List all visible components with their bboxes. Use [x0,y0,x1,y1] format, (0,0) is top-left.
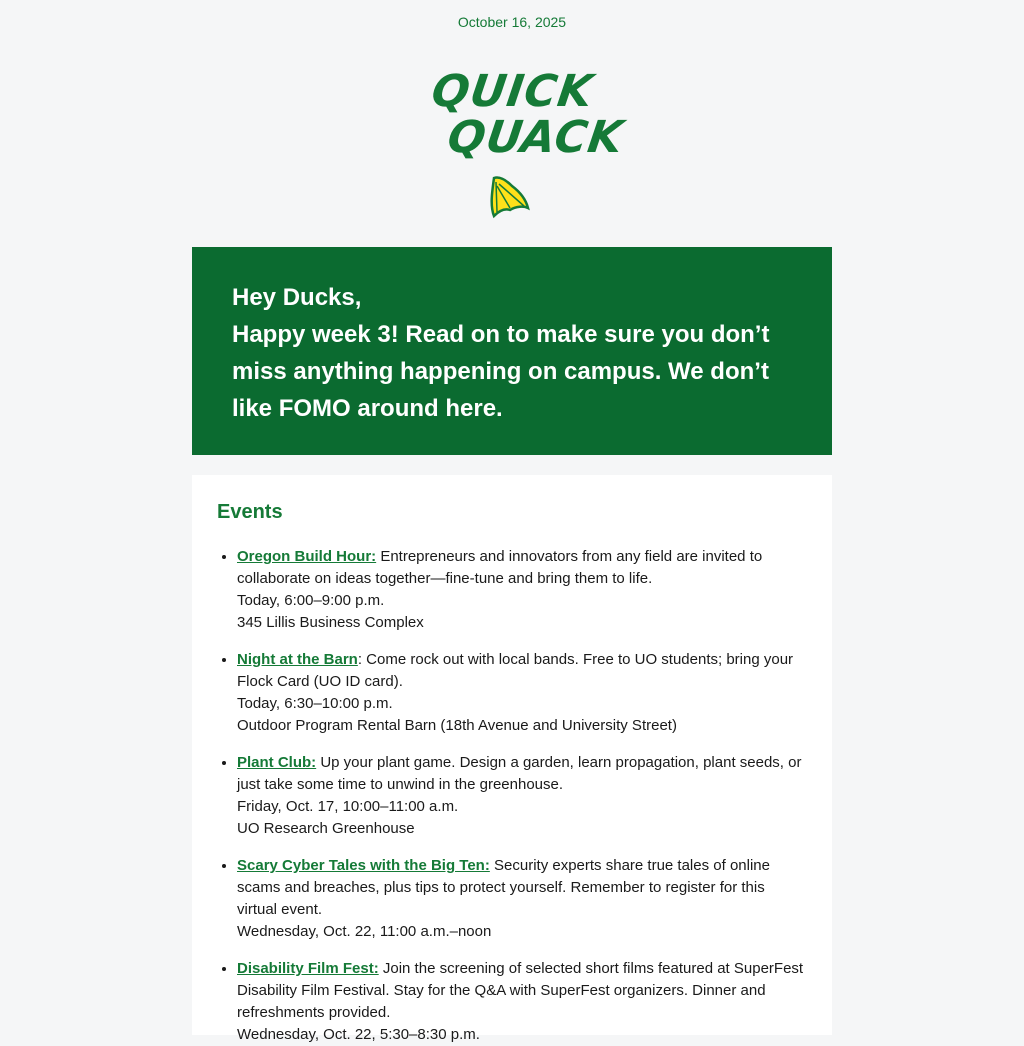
event-location: UO Research Greenhouse [237,820,415,837]
event-description: : Come rock out with local bands. Free to UO students; bring your Flock Card (UO ID card). [237,651,794,690]
event-link-disability-film-fest[interactable]: Disability Film Fest: [237,960,379,977]
quick-quack-logo [412,66,627,226]
duck-foot-icon [488,172,532,220]
events-heading: Events [217,501,283,523]
hero-banner [192,247,832,455]
hero-greeting: Hey Ducks, [232,284,362,311]
event-link-night-at-the-barn[interactable]: Night at the Barn [237,651,358,668]
newsletter-date: October 16, 2025 [457,14,567,30]
events-section [192,475,832,1043]
event-link-oregon-build-hour[interactable]: Oregon Build Hour: [237,548,377,565]
event-item [237,649,807,737]
logo-line-quack: QUACK [444,112,627,163]
event-link-scary-cyber-tales[interactable]: Scary Cyber Tales with the Big Ten: [237,857,490,874]
events-list [217,546,807,1046]
event-link-plant-club[interactable]: Plant Club: [237,754,317,771]
event-time: Wednesday, Oct. 22, 5:30–8:30 p.m. [237,1026,480,1043]
event-description: Entrepreneurs and innovators from any field are invited to collaborate on ideas together—fine-tune and bring them to life. [237,548,763,587]
event-time: Friday, Oct. 17, 10:00–11:00 a.m. [237,798,459,815]
event-time: Today, 6:30–10:00 p.m. [237,695,393,712]
event-item [237,752,807,840]
hero-message: Happy week 3! Read on to make sure you don’t miss anything happening on campus. We don’t like FOMO around here. [232,321,770,422]
event-location: 345 Lillis Business Complex [237,614,424,631]
event-description: Up your plant game. Design a garden, learn propagation, plant seeds, or just take some time to unwind in the greenhouse. [237,754,802,793]
event-description: Join the screening of selected short films featured at SuperFest Disability Film Festival. Stay for the Q&A with SuperFest organizers. Dinner and refreshments provided. [237,960,804,1021]
event-location: Outdoor Program Rental Barn (18th Avenue and University Street) [237,717,677,734]
logo-line-quick: QUICK [428,66,597,117]
event-item [237,958,807,1046]
event-time: Wednesday, Oct. 22, 11:00 a.m.–noon [237,923,492,940]
event-item [237,855,807,943]
event-time: Today, 6:00–9:00 p.m. [237,592,385,609]
event-item [237,546,807,634]
event-description: Security experts share true tales of online scams and breaches, plus tips to protect yourself. Remember to register for this virtual event. [237,857,770,918]
